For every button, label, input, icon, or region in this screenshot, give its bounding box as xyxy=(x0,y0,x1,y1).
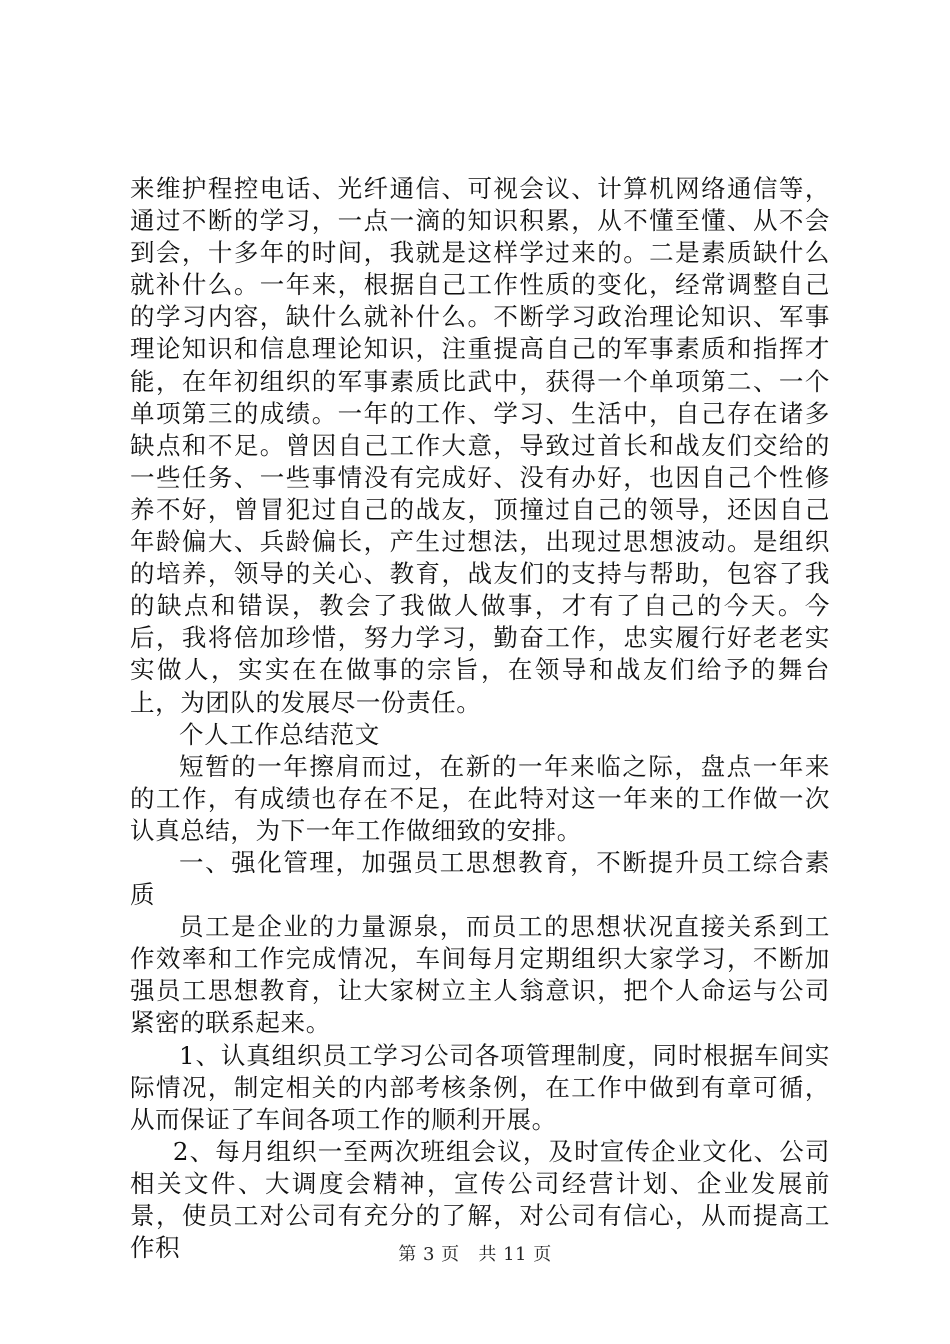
page-number: 第 3 页 xyxy=(398,1244,460,1265)
footer-gap xyxy=(466,1244,472,1265)
document-body xyxy=(130,173,830,1264)
section-heading: 个人工作总结范文 xyxy=(179,719,380,749)
subheading-one: 一、强化管理，加强员工思想教育，不断提升员工综合素质 xyxy=(130,847,830,910)
paragraph-staff: 员工是企业的力量源泉，而员工的思想状况直接关系到工作效率和工作完成情况，车间每月定期组织大家学习，不断加强员工思想教育，让大家树立主人翁意识，把个人命运与公司紧密的联系起来。 xyxy=(130,912,830,1038)
list-item-2: 2、每月组织一至两次班组会议，及时宣传企业文化、公司相关文件、大调度会精神，宣传公司经营计划、企业发展前景，使员工对公司有充分的了解，对公司有信心，从而提高工作积 xyxy=(130,1136,830,1263)
paragraph-continuation: 来维护程控电话、光纤通信、可视会议、计算机网络通信等，通过不断的学习，一点一滴的知识积累，从不懂至懂、从不会到会，十多年的时间，我就是这样学过来的。二是素质缺什么就补什么。一年来，根据自己工作性质的变化，经常调整自己的学习内容，缺什么就补什么。不断学习政治理论知识、军事理论知识和信息理论知识，注重提高自己的军事素质和指挥才能，在年初组织的军事素质比武中，获得一个单项第二、一个单项第三的成绩。一年的工作、学习、生活中，自己存在诸多缺点和不足。曾因自己工作大意，导致过首长和战友们交给的一些任务、一些事情没有完成好、没有办好，也因自己个性修养不好，曾冒犯过自己的战友，顶撞过自己的领导，还因自己年龄偏大、兵龄偏长，产生过想法，出现过思想波动。是组织的培养，领导的关心、教育，战友们的支持与帮助，包容了我的缺点和错误，教会了我做人做事，才有了自己的今天。今后，我将倍加珍惜，努力学习，勤奋工作，忠实履行好老老实实做人，实实在在做事的宗旨，在领导和战友们给予的舞台上，为团队的发展尽一份责任。 xyxy=(130,174,830,717)
total-pages: 共 11 页 xyxy=(478,1244,552,1265)
paragraph-intro: 短暂的一年擦肩而过，在新的一年来临之际，盘点一年来的工作，有成绩也存在不足，在此特对这一年来的工作做一次认真总结，为下一年工作做细致的安排。 xyxy=(130,751,830,845)
list-item-1: 1、认真组织员工学习公司各项管理制度，同时根据车间实际情况，制定相关的内部考核条例，在工作中做到有章可循，从而保证了车间各项工作的顺利开展。 xyxy=(130,1040,830,1134)
page-footer xyxy=(0,1240,950,1266)
